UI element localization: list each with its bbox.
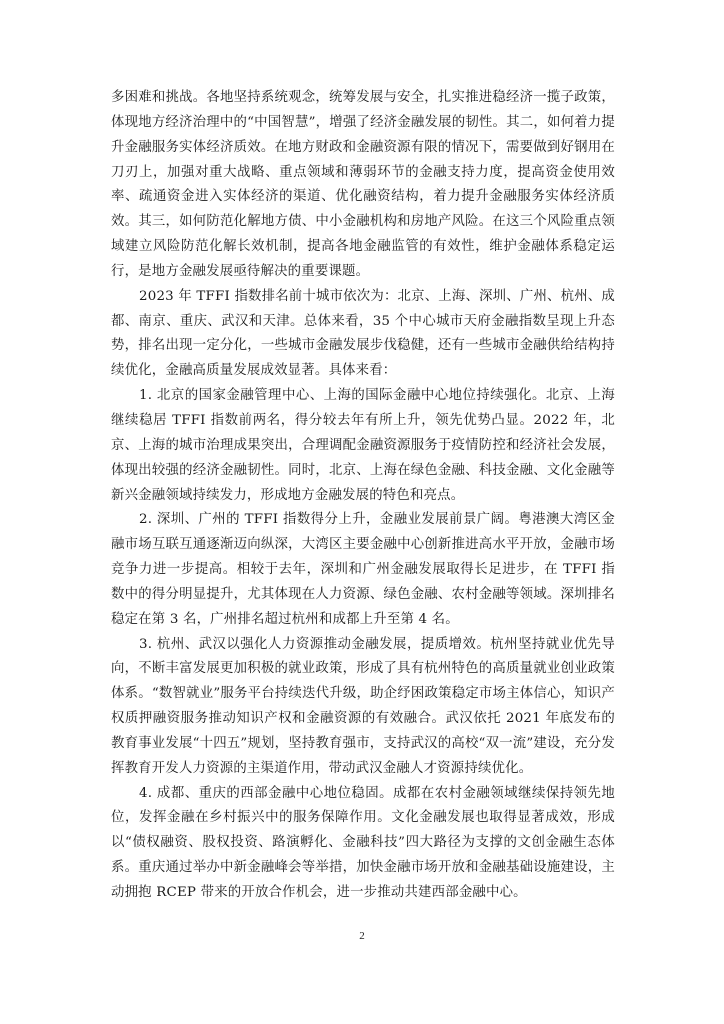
page-number: 2 (359, 930, 365, 942)
document-body (111, 86, 615, 906)
paragraph-risk-challenges: 多困难和挑战。各地坚持系统观念，统筹发展与安全，扎实推进稳经济一揽子政策，体现地方经济治理中的“中国智慧”，增强了经济金融发展的韧性。其二，如何着力提升金融服务实体经济质效。在地方财政和金融资源有限的情况下，需要做到好钢用在刀刃上，加强对重大战略、重点领域和薄弱环节的金融支持力度，提高资金使用效率、疏通资金进入实体经济的渠道、优化融资结构，着力提升金融服务实体经济质效。其三，如何防范化解地方债、中小金融机构和房地产风险。在这三个风险重点领域建立风险防范化解长效机制，提高各地金融监管的有效性，维护金融体系稳定运行，是地方金融发展亟待解决的重要课题。 (111, 90, 615, 279)
paragraph-beijing-shanghai: 1. 北京的国家金融管理中心、上海的国际金融中心地位持续强化。北京、上海继续稳居 TFFI 指数前两名，得分较去年有所上升，领先优势凸显。2022 年，北京、上海的城市治理成果突出，合理调配金融资源服务于疫情防控和经济社会发展，体现出较强的经济金融韧性。同时，北京、上海在绿色金融、科技金融、文化金融等新兴金融领域持续发力，形成地方金融发展的特色和亮点。 (111, 388, 615, 503)
paragraph-chengdu-chongqing: 4. 成都、重庆的西部金融中心地位稳固。成都在农村金融领域继续保持领先地位，发挥金融在乡村振兴中的服务保障作用。文化金融发展也取得显著成效，形成以“债权融资、股权投资、路演孵化、金融科技”四大路径为支撑的文创金融生态体系。重庆通过举办中新金融峰会等举措，加快金融市场开放和金融基础设施建设，主动拥抱 RCEP 带来的开放合作机会，进一步推动共建西部金融中心。 (111, 785, 615, 900)
paragraph-hangzhou-wuhan: 3. 杭州、武汉以强化人力资源推动金融发展，提质增效。杭州坚持就业优先导向，不断丰富发展更加积极的就业政策，形成了具有杭州特色的高质量就业创业政策体系。“数智就业”服务平台持续迭代升级，助企纾困政策稳定市场主体信心，知识产权质押融资服务推动知识产权和金融资源的有效融合。武汉依托 2021 年底发布的教育事业发展“十四五”规划，坚持教育强市，支持武汉的高校“双一流”建设，充分发挥教育开发人力资源的主渠道作用，带动武汉金融人才资源持续优化。 (111, 636, 615, 776)
paragraph-top-ten-ranking: 2023 年 TFFI 指数排名前十城市依次为：北京、上海、深圳、广州、杭州、成都、南京、重庆、武汉和天津。总体来看，35 个中心城市天府金融指数呈现上升态势，排名出现一定分化，一些城市金融发展步伐稳健，还有一些城市金融供给结构持续优化，金融高质量发展成效显著。具体来看： (111, 288, 615, 379)
paragraph-shenzhen-guangzhou: 2. 深圳、广州的 TFFI 指数得分上升，金融业发展前景广阔。粤港澳大湾区金融市场互联互通逐渐迈向纵深，大湾区主要金融中心创新推进高水平开放，金融市场竞争力进一步提高。相较于去年，深圳和广州金融发展取得长足进步，在 TFFI 指数中的得分明显提升，尤其体现在人力资源、绿色金融、农村金融等领域。深圳排名稳定在第 3 名，广州排名超过杭州和成都上升至第 4 名。 (111, 512, 615, 627)
